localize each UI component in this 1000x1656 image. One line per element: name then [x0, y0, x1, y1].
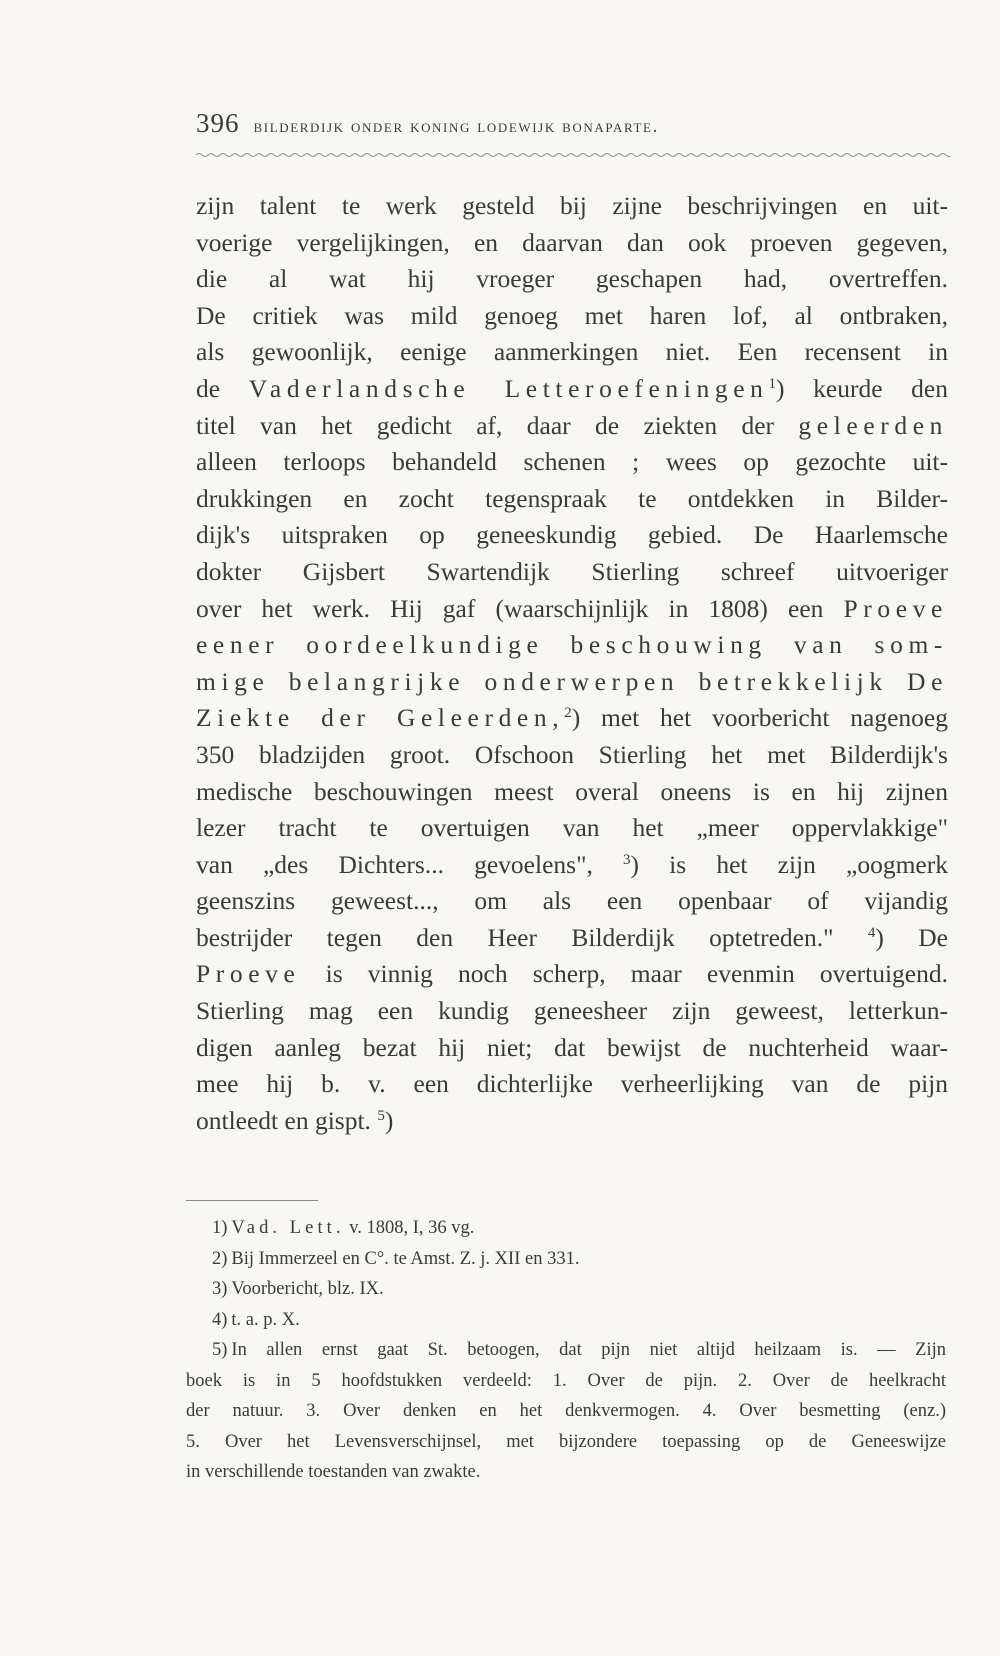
footnote-title: Vad. Lett. — [231, 1218, 345, 1238]
footnote-continuation-line: boek is in 5 hoofdstukken verdeeld: 1. Over de pijn. 2. Over de heelkracht — [186, 1370, 946, 1391]
text-segment: van „des Dichters... gevoelens", — [196, 849, 624, 879]
emphasized-title: eener oordeelkundige beschouwing van som- — [196, 630, 948, 660]
text-line — [196, 664, 948, 701]
text-line: De critiek was mild genoeg met haren lof, al ontbraken, — [196, 300, 948, 330]
emphasized-title: Proeve — [843, 593, 948, 623]
text-line: zijn talent te werk gesteld bij zijne beschrijvingen en uit- — [196, 191, 948, 220]
text-segment: ) met het voorbericht nagenoeg — [571, 703, 948, 733]
emphasized-title: Proeve — [196, 959, 301, 989]
footnote-text: Bij Immerzeel en C°. te Amst. Z. j. XII en 331. — [231, 1248, 580, 1269]
text-line: digen aanleg bezat hij niet; dat bewijst de nuchterheid waar- — [196, 1032, 948, 1062]
running-title: bilderdijk onder koning lodewijk bonaparte. — [253, 116, 659, 137]
footnote-number: 1) — [212, 1218, 228, 1238]
decorative-wavy-rule — [196, 150, 950, 160]
text-line — [196, 408, 948, 445]
text-line — [196, 371, 948, 408]
text-line: 350 bladzijden groot. Ofschoon Stierling het met Bilderdijk's — [196, 739, 948, 769]
text-line: drukkingen en zocht tegenspraak te ontdekken in Bilder- — [196, 483, 948, 513]
text-line: als gewoonlijk, eenige aanmerkingen niet. Een recensent in — [196, 337, 948, 367]
footnote-text: v. 1808, I, 36 vg. — [344, 1218, 475, 1238]
main-text — [196, 188, 948, 1139]
text-segment: ) — [384, 1105, 394, 1135]
text-line: voerige vergelijkingen, en daarvan dan ook proeven gegeven, — [196, 227, 948, 257]
text-segment: ) De — [875, 922, 948, 952]
text-segment: titel van het gedicht af, daar de ziekten der — [196, 410, 799, 440]
text-segment: over het werk. Hij gaf (waarschijnlijk in 1808) een — [196, 593, 844, 623]
emphasized-title: Ziekte der Geleerden, — [196, 703, 565, 733]
text-line — [196, 700, 948, 737]
footnote-reference: 3 — [623, 851, 631, 868]
footnote-number: 3) — [212, 1279, 228, 1299]
footnote — [186, 1335, 946, 1366]
footnote-text: t. a. p. X. — [231, 1309, 300, 1330]
running-head — [196, 108, 956, 148]
text-line: dijk's uitspraken op geneeskundig gebied. De Haarlemsche — [196, 520, 948, 550]
text-line — [196, 627, 948, 664]
text-line: dokter Gijsbert Swartendijk Stierling schreef uitvoeriger — [196, 556, 948, 586]
text-line: lezer tracht te overtuigen van het „meer oppervlakkige" — [196, 813, 948, 843]
text-line: alleen terloops behandeld schenen ; wees op gezochte uit- — [196, 447, 948, 477]
footnote-reference: 4 — [867, 924, 876, 941]
footnote — [186, 1305, 946, 1336]
footnote-text: In allen ernst gaat St. betoogen, dat pijn niet altijd heilzaam is. — Zijn — [231, 1340, 946, 1360]
footnote-number: 2) — [212, 1248, 228, 1269]
text-line — [196, 920, 948, 957]
footnote-number: 5) — [212, 1340, 228, 1360]
text-segment: de — [196, 373, 249, 403]
text-segment: is vinnig noch scherp, maar evenmin overtuigend. — [300, 959, 948, 989]
footnote-separator — [186, 1200, 318, 1201]
footnote-continuation-line: der natuur. 3. Over denken en het denkvermogen. 4. Over besmetting (enz.) — [186, 1401, 946, 1421]
footnote-reference: 5 — [377, 1107, 385, 1124]
text-line: die al wat hij vroeger geschapen had, overtreffen. — [196, 264, 948, 294]
footnote — [186, 1213, 946, 1244]
footnote-number: 4) — [212, 1309, 228, 1330]
text-line: mee hij b. v. een dichterlijke verheerlijking van de pijn — [196, 1069, 948, 1099]
footnote — [186, 1244, 946, 1275]
footnotes — [186, 1213, 946, 1488]
footnote-continuation-line: 5. Over het Levensverschijnsel, met bijzondere toepassing op de Geneeswijze — [186, 1431, 946, 1452]
text-line — [196, 956, 948, 993]
footnote-reference: 2 — [564, 705, 572, 722]
emphasized-title: Vaderlandsche Letteroefeningen — [248, 373, 769, 403]
text-line: geenszins geweest..., om als een openbaar of vijandig — [196, 886, 948, 916]
text-line — [196, 1103, 948, 1140]
text-line: Stierling mag een kundig geneesheer zijn geweest, letterkun- — [196, 996, 948, 1026]
emphasized-title: geleerden — [798, 410, 948, 440]
text-line — [196, 591, 948, 628]
footnote-reference: 1 — [768, 375, 776, 392]
footnote-continuation-line: in verschillende toestanden van zwakte. — [186, 1462, 481, 1482]
text-segment: bestrijder tegen den Heer Bilderdijk optetreden." — [196, 922, 868, 952]
footnote-text: Voorbericht, blz. IX. — [231, 1279, 384, 1299]
text-line: medische beschouwingen meest overal oneens is en hij zijnen — [196, 776, 948, 806]
text-line — [196, 847, 948, 884]
text-segment: ) is het zijn „oogmerk — [630, 849, 948, 879]
text-segment: ontleedt en gispt. — [196, 1105, 378, 1135]
footnote — [186, 1274, 946, 1305]
page-number: 396 — [196, 108, 240, 138]
emphasized-title: mige belangrijke onderwerpen betrekkelijk De — [196, 666, 948, 696]
text-segment: ) keurde den — [776, 373, 948, 403]
